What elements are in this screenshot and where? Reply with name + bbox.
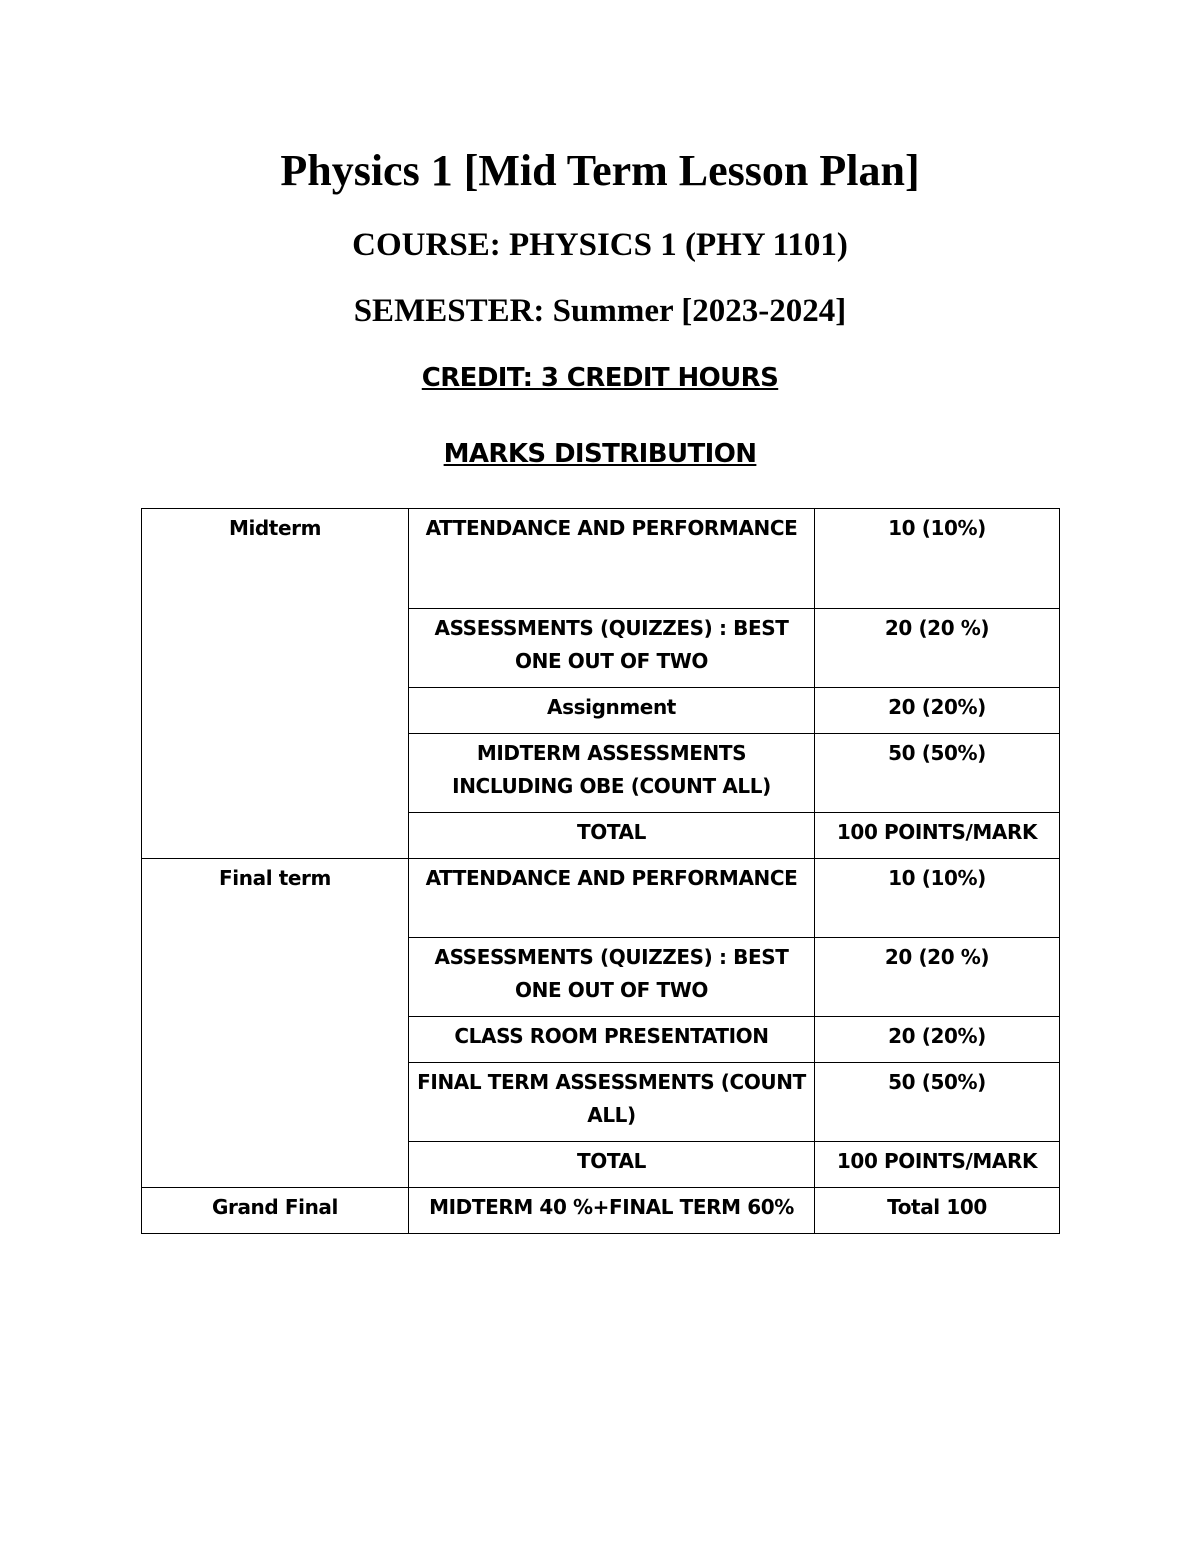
semester-line: SEMESTER: Summer [2023-2024]: [353, 293, 847, 329]
component-cell: TOTAL: [409, 813, 815, 859]
term-label-midterm: Midterm: [142, 509, 409, 859]
table-row: [142, 859, 1060, 938]
component-cell: FINAL TERM ASSESSMENTS (COUNT ALL): [409, 1063, 815, 1142]
marks-cell: 20 (20%): [815, 1017, 1060, 1063]
component-cell: TOTAL: [409, 1142, 815, 1188]
component-cell: ATTENDANCE AND PERFORMANCE: [409, 509, 815, 609]
credit-line: CREDIT: 3 CREDIT HOURS: [421, 363, 779, 393]
marks-cell: 50 (50%): [815, 1063, 1060, 1142]
marks-cell: 20 (20 %): [815, 938, 1060, 1017]
document-title: Physics 1 [Mid Term Lesson Plan]: [280, 146, 920, 195]
component-cell: ASSESSMENTS (QUIZZES) : BEST ONE OUT OF TWO: [409, 938, 815, 1017]
course-line: COURSE: PHYSICS 1 (PHY 1101): [352, 227, 848, 263]
marks-cell: 20 (20%): [815, 688, 1060, 734]
table-row: [142, 509, 1060, 609]
marks-cell: 100 POINTS/MARK: [815, 813, 1060, 859]
marks-cell: 20 (20 %): [815, 609, 1060, 688]
marks-distribution-table: [141, 508, 1060, 1234]
marks-cell: 10 (10%): [815, 509, 1060, 609]
marks-cell: 10 (10%): [815, 859, 1060, 938]
table-row: [142, 1188, 1060, 1234]
marks-cell: 100 POINTS/MARK: [815, 1142, 1060, 1188]
marks-distribution-heading: MARKS DISTRIBUTION: [443, 439, 757, 469]
component-cell: Assignment: [409, 688, 815, 734]
component-cell: ASSESSMENTS (QUIZZES) : BEST ONE OUT OF TWO: [409, 609, 815, 688]
term-label-grandfinal: Grand Final: [142, 1188, 409, 1234]
marks-cell: 50 (50%): [815, 734, 1060, 813]
component-cell: MIDTERM ASSESSMENTS INCLUDING OBE (COUNT ALL): [409, 734, 815, 813]
component-cell: ATTENDANCE AND PERFORMANCE: [409, 859, 815, 938]
component-cell: MIDTERM 40 %+FINAL TERM 60%: [409, 1188, 815, 1234]
term-label-finalterm: Final term: [142, 859, 409, 1188]
component-cell: CLASS ROOM PRESENTATION: [409, 1017, 815, 1063]
marks-cell: Total 100: [815, 1188, 1060, 1234]
